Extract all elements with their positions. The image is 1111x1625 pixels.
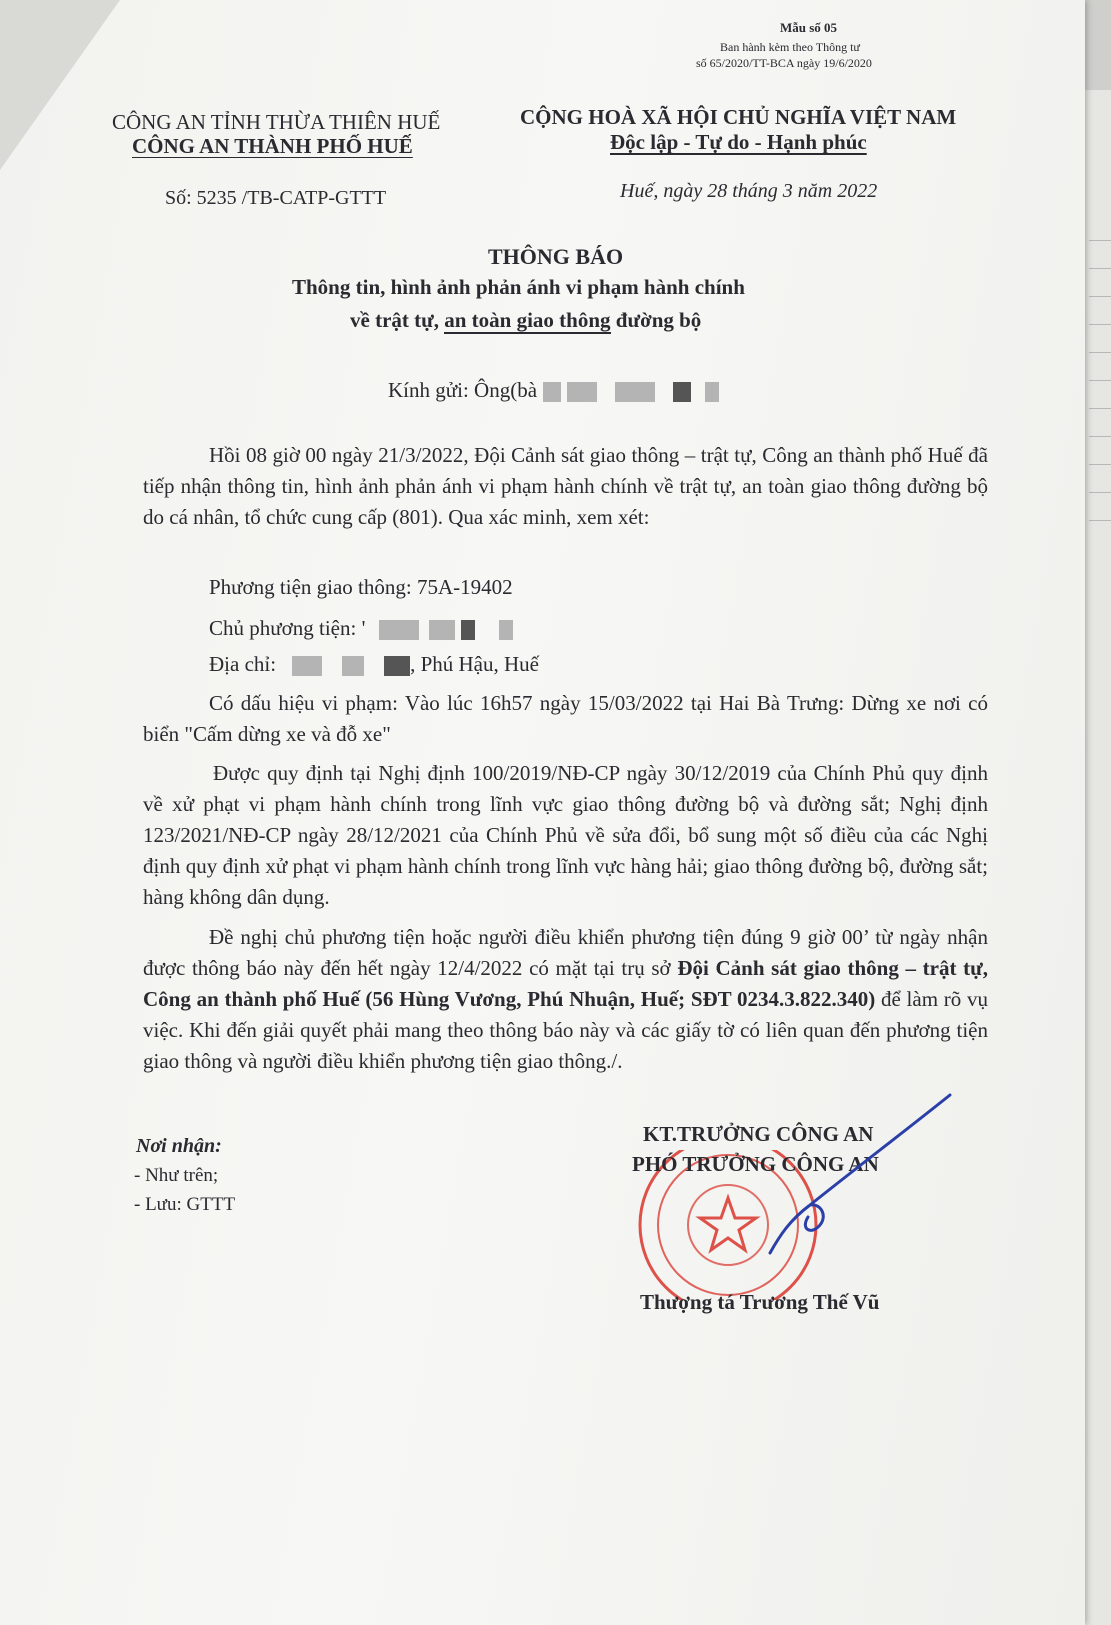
form-note-line-2: số 65/2020/TT-BCA ngày 19/6/2020 bbox=[696, 56, 872, 70]
redacted-name bbox=[543, 382, 561, 402]
subtitle-2-suffix: đường bộ bbox=[610, 308, 702, 332]
document-number: Số: 5235 /TB-CATP-GTTT bbox=[165, 187, 387, 209]
paragraph-legal-basis: Được quy định tại Nghị định 100/2019/NĐ-CP ngày 30/12/2019 của Chính Phủ quy định về xử phạt vi phạm hành chính trong lĩnh vực giao thông đường bộ và đường sắt; Nghị định 123/2021/NĐ-CP ngày 28/12/2021 của Chính Phủ về sửa đổi, bổ sung một số điều của các Nghị định quy định xử phạt vi phạm hành chính trong lĩnh vực hàng hải; giao thông đường bộ, đường sắt; hàng không dân dụng. bbox=[143, 761, 988, 909]
redacted-owner bbox=[499, 620, 513, 640]
document-date: Huế, ngày 28 tháng 3 năm 2022 bbox=[620, 180, 878, 202]
signer-name: Thượng tá Trương Thế Vũ bbox=[640, 1290, 880, 1314]
redacted-name bbox=[705, 382, 719, 402]
agency-line-2 bbox=[132, 134, 413, 159]
redacted-name bbox=[567, 382, 597, 402]
address-suffix: , Phú Hậu, Huế bbox=[410, 652, 539, 676]
redacted-owner bbox=[429, 620, 455, 640]
recipients-label: Nơi nhận: bbox=[136, 1135, 222, 1157]
document-subtitle-2 bbox=[350, 308, 701, 333]
redacted-address bbox=[384, 656, 410, 676]
redacted-name bbox=[615, 382, 655, 402]
paragraph-intro: Hồi 08 giờ 00 ngày 21/3/2022, Đội Cảnh sát giao thông – trật tự, Công an thành phố Huế đã tiếp nhận thông tin, hình ảnh phản ánh vi phạm hành chính về trật tự, an toàn giao thông đường bộ do cá nhân, tổ chức cung cấp (801). Qua xác minh, xem xét: bbox=[143, 443, 988, 529]
redacted-owner bbox=[379, 620, 419, 640]
redacted-address bbox=[292, 656, 322, 676]
address-line bbox=[209, 652, 539, 677]
national-motto: Độc lập - Tự do - Hạnh phúc bbox=[610, 130, 867, 154]
owner-text: Chủ phương tiện: ' bbox=[209, 616, 366, 640]
redacted-name bbox=[673, 382, 691, 402]
redacted-owner bbox=[461, 620, 475, 640]
signature-title-1: KT.TRƯỞNG CÔNG AN bbox=[643, 1122, 874, 1146]
national-title: CỘNG HOÀ XÃ HỘI CHỦ NGHĨA VIỆT NAM bbox=[520, 105, 957, 129]
request-text-a: Đề nghị chủ phương tiện hoặc người điều khiển phương tiện đúng 9 giờ 00’ từ ngày nhận được thông báo này đến hết ngày 12/4/2022 có mặt tại trụ sở bbox=[143, 925, 988, 980]
folded-corner bbox=[0, 0, 120, 170]
recipient-item: - Lưu: GTTT bbox=[134, 1194, 236, 1215]
request-text-b: để làm rõ vụ việc. Khi đến giải quyết phải mang theo thông báo này và các giấy tờ có liên quan đến phương tiện giao thông và người điều khiển phương tiện giao thông./. bbox=[143, 987, 988, 1073]
address-label: Địa chỉ: bbox=[209, 652, 277, 676]
form-number: Mẫu số 05 bbox=[780, 20, 838, 35]
subtitle-2-prefix: về trật tự, bbox=[350, 308, 445, 332]
document-title: THÔNG BÁO bbox=[488, 244, 624, 269]
owner-line bbox=[209, 616, 513, 641]
greeting-text: Kính gửi: Ông(bà bbox=[388, 378, 538, 402]
signature-title-2: PHÓ TRƯỞNG CÔNG AN bbox=[632, 1152, 879, 1176]
handwritten-signature-icon bbox=[750, 1085, 970, 1265]
paragraph-violation: Có dấu hiệu vi phạm: Vào lúc 16h57 ngày 15/03/2022 tại Hai Bà Trưng: Dừng xe nơi có biển "Cấm dừng xe và đỗ xe" bbox=[143, 691, 988, 746]
document-subtitle-1: Thông tin, hình ảnh phản ánh vi phạm hành chính bbox=[292, 275, 745, 299]
agency-line-2-text: CÔNG AN THÀNH PHỐ HUẾ bbox=[132, 134, 413, 158]
agency-line-1: CÔNG AN TỈNH THỪA THIÊN HUẾ bbox=[112, 110, 441, 134]
vehicle-line: Phương tiện giao thông: 75A-19402 bbox=[209, 575, 513, 599]
greeting-line bbox=[388, 378, 719, 403]
background-table-fragment bbox=[1089, 240, 1111, 540]
form-note-line-1: Ban hành kèm theo Thông tư bbox=[720, 40, 860, 54]
paragraph-request bbox=[143, 922, 988, 1077]
subtitle-2-underlined: an toàn giao thông bbox=[444, 308, 611, 332]
recipient-item: - Như trên; bbox=[134, 1165, 219, 1186]
redacted-address bbox=[342, 656, 364, 676]
request-office-bold: Đội Cảnh sát giao thông – trật tự, Công an thành phố Huế (56 Hùng Vương, Phú Nhuận, Huế; SĐT 0234.3.822.340) bbox=[143, 956, 988, 1011]
